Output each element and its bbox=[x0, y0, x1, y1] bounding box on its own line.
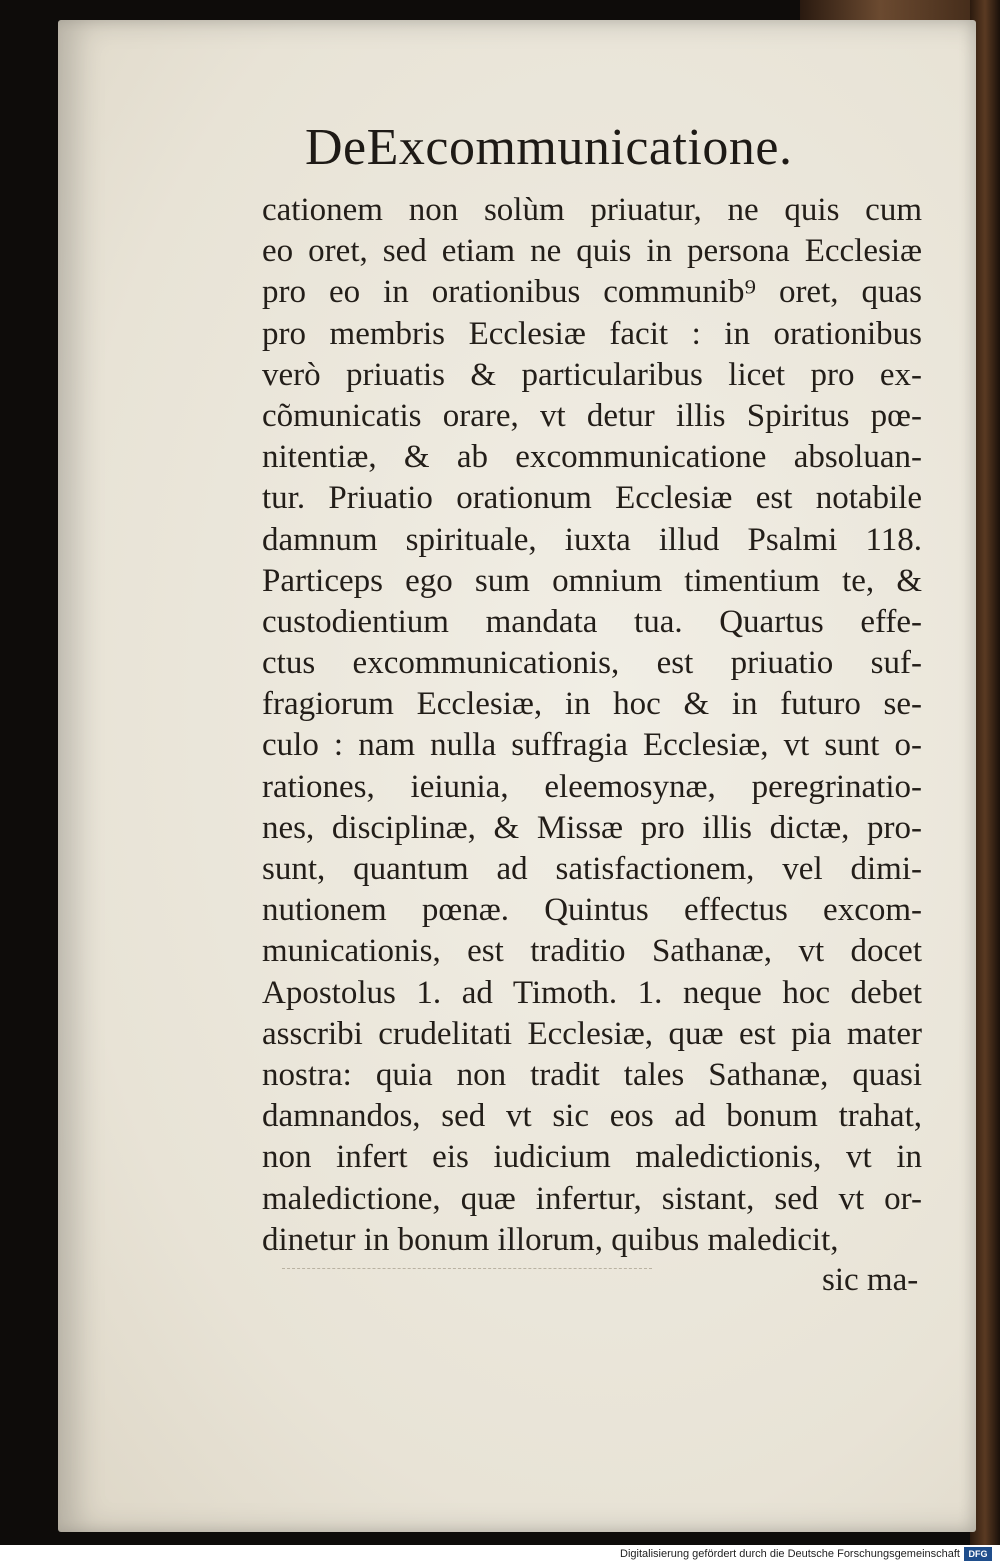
text-line: fragiorum Ecclesiæ, in hoc & in futuro se- bbox=[262, 686, 922, 723]
text-line: non infert eis iudicium maledictionis, vt in bbox=[262, 1139, 922, 1176]
running-title: DeExcommunicatione. bbox=[305, 119, 793, 176]
text-line: nes, disciplinæ, & Missæ pro illis dictæ, pro- bbox=[262, 809, 922, 846]
text-line: pro eo in orationibus communib⁹ oret, quas bbox=[262, 274, 922, 311]
text-line: nitentiæ, & ab excommunicatione absoluan- bbox=[262, 439, 922, 476]
text-line: municationis, est traditio Sathanæ, vt docet bbox=[262, 933, 922, 970]
body-text bbox=[262, 190, 922, 1261]
text-line: rationes, ieiunia, eleemosynæ, peregrinatio- bbox=[262, 768, 922, 805]
text-line: sunt, quantum ad satisfactionem, vel dimi- bbox=[262, 851, 922, 887]
rule-line bbox=[282, 1268, 652, 1269]
text-line: eo oret, sed etiam ne quis in persona Ecclesiæ bbox=[262, 233, 922, 270]
text-line: Particeps ego sum omnium timentium te, & bbox=[262, 562, 922, 599]
text-line: maledictione, quæ infertur, sistant, sed vt or- bbox=[262, 1180, 922, 1217]
digitization-credit: Digitalisierung gefördert durch die Deutsche Forschungsgemeinschaft bbox=[620, 1548, 960, 1560]
text-line: verò priuatis & particularibus licet pro ex- bbox=[262, 356, 922, 393]
text-line: pro membris Ecclesiæ facit : in orationibus bbox=[262, 315, 922, 352]
text-line: damnum spirituale, iuxta illud Psalmi 118. bbox=[262, 521, 922, 558]
text-line: nutionem pœnæ. Quintus effectus excom- bbox=[262, 892, 922, 929]
text-line: tur. Priuatio orationum Ecclesiæ est notabile bbox=[262, 480, 922, 517]
text-line: damnandos, sed vt sic eos ad bonum trahat, bbox=[262, 1098, 922, 1135]
text-line: nostra: quia non tradit tales Sathanæ, quasi bbox=[262, 1056, 922, 1093]
text-line: Apostolus 1. ad Timoth. 1. neque hoc debet bbox=[262, 974, 922, 1011]
text-line: asscribi crudelitati Ecclesiæ, quæ est pia mater bbox=[262, 1015, 922, 1052]
text-line: culo : nam nulla suffragia Ecclesiæ, vt sunt o- bbox=[262, 727, 922, 764]
text-line: dinetur in bonum illorum, quibus maledicit, bbox=[262, 1221, 839, 1258]
text-line: cõmunicatis orare, vt detur illis Spiritus pœ- bbox=[262, 397, 922, 434]
text-line: custodientium mandata tua. Quartus effe- bbox=[262, 603, 922, 640]
text-line: cationem non solùm priuatur, ne quis cum bbox=[262, 192, 922, 228]
text-line: ctus excommunicationis, est priuatio suf- bbox=[262, 645, 922, 682]
dfg-logo-icon: DFG bbox=[964, 1547, 992, 1561]
catchword: sic ma- bbox=[822, 1262, 919, 1298]
